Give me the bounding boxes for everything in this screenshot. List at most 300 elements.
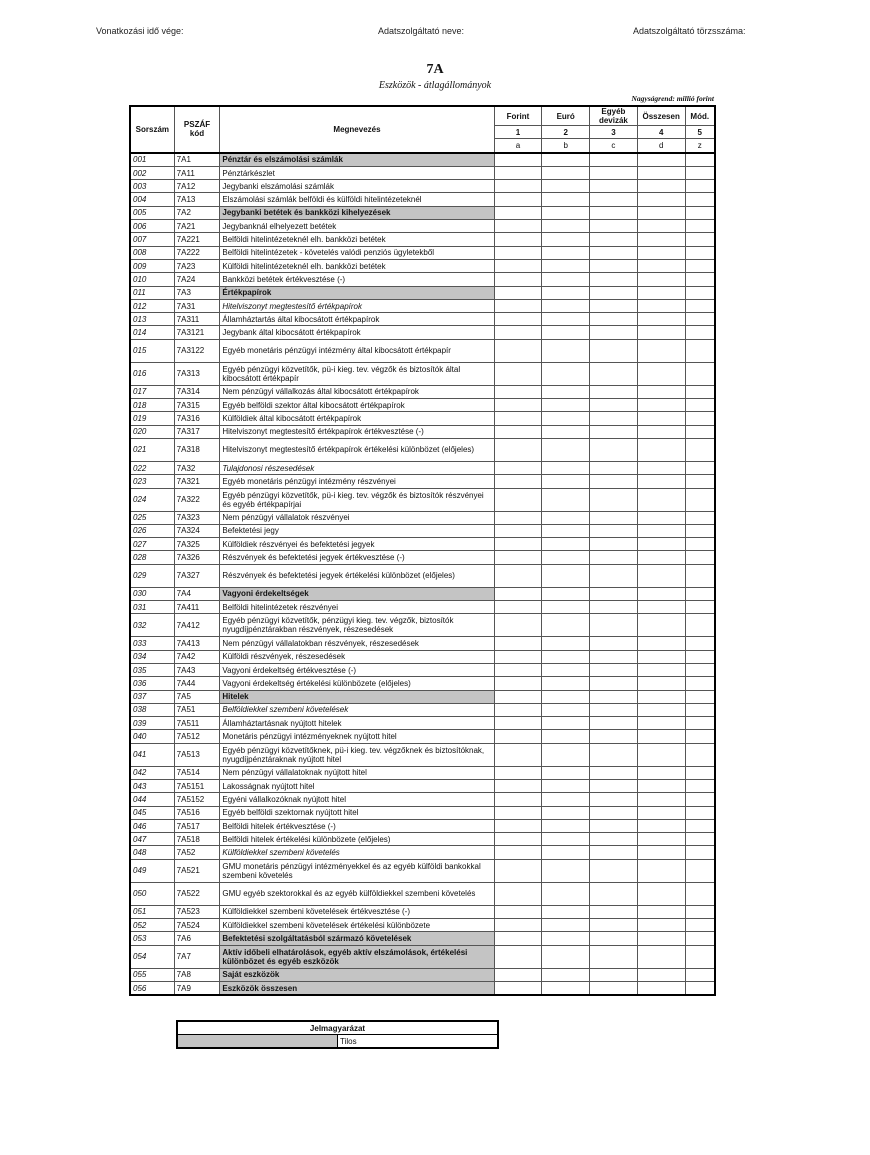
value-cell-mod[interactable] xyxy=(685,399,715,412)
value-cell-other[interactable] xyxy=(590,859,638,882)
value-cell-total[interactable] xyxy=(637,601,685,614)
value-cell-forint[interactable] xyxy=(494,690,542,703)
value-cell-mod[interactable] xyxy=(685,425,715,438)
value-cell-forint[interactable] xyxy=(494,663,542,676)
value-cell-euro[interactable] xyxy=(542,919,590,932)
value-cell-forint[interactable] xyxy=(494,637,542,650)
pszaf-code: 7A325 xyxy=(174,538,220,551)
value-cell-total[interactable] xyxy=(637,637,685,650)
value-cell-other[interactable] xyxy=(590,259,638,272)
value-cell-other[interactable] xyxy=(590,511,638,524)
value-cell-other[interactable] xyxy=(590,614,638,637)
value-cell-euro[interactable] xyxy=(542,193,590,206)
value-cell-forint[interactable] xyxy=(494,385,542,398)
value-cell-total[interactable] xyxy=(637,806,685,819)
value-cell-mod[interactable] xyxy=(685,524,715,537)
value-cell-other[interactable] xyxy=(590,587,638,600)
value-cell-euro[interactable] xyxy=(542,663,590,676)
value-cell-mod[interactable] xyxy=(685,511,715,524)
value-cell-mod[interactable] xyxy=(685,259,715,272)
value-cell-other[interactable] xyxy=(590,564,638,587)
value-cell-euro[interactable] xyxy=(542,587,590,600)
value-cell-total[interactable] xyxy=(637,246,685,259)
value-cell-total[interactable] xyxy=(637,882,685,905)
value-cell-forint[interactable] xyxy=(494,180,542,193)
value-cell-forint[interactable] xyxy=(494,859,542,882)
value-cell-mod[interactable] xyxy=(685,779,715,792)
value-cell-other[interactable] xyxy=(590,833,638,846)
value-cell-euro[interactable] xyxy=(542,614,590,637)
value-cell-mod[interactable] xyxy=(685,551,715,564)
value-cell-forint[interactable] xyxy=(494,511,542,524)
value-cell-forint[interactable] xyxy=(494,220,542,233)
value-cell-mod[interactable] xyxy=(685,793,715,806)
value-cell-other[interactable] xyxy=(590,932,638,945)
value-cell-euro[interactable] xyxy=(542,882,590,905)
value-cell-forint[interactable] xyxy=(494,488,542,511)
value-cell-other[interactable] xyxy=(590,180,638,193)
value-cell-euro[interactable] xyxy=(542,538,590,551)
value-cell-mod[interactable] xyxy=(685,412,715,425)
value-cell-other[interactable] xyxy=(590,193,638,206)
value-cell-euro[interactable] xyxy=(542,385,590,398)
value-cell-other[interactable] xyxy=(590,846,638,859)
value-cell-forint[interactable] xyxy=(494,461,542,474)
value-cell-euro[interactable] xyxy=(542,153,590,167)
row-label: Eszközök összesen xyxy=(220,981,494,995)
value-cell-total[interactable] xyxy=(637,362,685,385)
value-cell-other[interactable] xyxy=(590,313,638,326)
value-cell-mod[interactable] xyxy=(685,846,715,859)
value-cell-mod[interactable] xyxy=(685,703,715,716)
value-cell-forint[interactable] xyxy=(494,587,542,600)
value-cell-euro[interactable] xyxy=(542,259,590,272)
value-cell-euro[interactable] xyxy=(542,511,590,524)
value-cell-forint[interactable] xyxy=(494,882,542,905)
value-cell-forint[interactable] xyxy=(494,412,542,425)
value-cell-other[interactable] xyxy=(590,766,638,779)
row-label: Jegybank által kibocsátott értékpapírok xyxy=(220,326,494,339)
value-cell-other[interactable] xyxy=(590,806,638,819)
value-cell-mod[interactable] xyxy=(685,488,715,511)
value-cell-total[interactable] xyxy=(637,326,685,339)
value-cell-total[interactable] xyxy=(637,259,685,272)
value-cell-other[interactable] xyxy=(590,286,638,299)
value-cell-total[interactable] xyxy=(637,968,685,981)
value-cell-mod[interactable] xyxy=(685,220,715,233)
value-cell-mod[interactable] xyxy=(685,905,715,918)
value-cell-mod[interactable] xyxy=(685,650,715,663)
value-cell-euro[interactable] xyxy=(542,180,590,193)
pszaf-code: 7A323 xyxy=(174,511,220,524)
value-cell-other[interactable] xyxy=(590,399,638,412)
value-cell-total[interactable] xyxy=(637,730,685,743)
value-cell-euro[interactable] xyxy=(542,313,590,326)
value-cell-euro[interactable] xyxy=(542,793,590,806)
value-cell-forint[interactable] xyxy=(494,475,542,488)
value-cell-forint[interactable] xyxy=(494,677,542,690)
value-cell-total[interactable] xyxy=(637,663,685,676)
value-cell-other[interactable] xyxy=(590,650,638,663)
value-cell-total[interactable] xyxy=(637,193,685,206)
value-cell-euro[interactable] xyxy=(542,220,590,233)
value-cell-other[interactable] xyxy=(590,438,638,461)
value-cell-total[interactable] xyxy=(637,425,685,438)
value-cell-forint[interactable] xyxy=(494,793,542,806)
value-cell-other[interactable] xyxy=(590,945,638,968)
value-cell-mod[interactable] xyxy=(685,180,715,193)
pszaf-code: 7A32 xyxy=(174,461,220,474)
value-cell-euro[interactable] xyxy=(542,833,590,846)
value-cell-total[interactable] xyxy=(637,650,685,663)
value-cell-total[interactable] xyxy=(637,299,685,312)
value-cell-mod[interactable] xyxy=(685,859,715,882)
value-cell-total[interactable] xyxy=(637,677,685,690)
value-cell-forint[interactable] xyxy=(494,614,542,637)
value-cell-forint[interactable] xyxy=(494,601,542,614)
value-cell-other[interactable] xyxy=(590,743,638,766)
value-cell-mod[interactable] xyxy=(685,246,715,259)
value-cell-other[interactable] xyxy=(590,637,638,650)
value-cell-mod[interactable] xyxy=(685,564,715,587)
value-cell-euro[interactable] xyxy=(542,233,590,246)
value-cell-forint[interactable] xyxy=(494,438,542,461)
value-cell-mod[interactable] xyxy=(685,932,715,945)
value-cell-other[interactable] xyxy=(590,153,638,167)
value-cell-forint[interactable] xyxy=(494,981,542,995)
value-cell-forint[interactable] xyxy=(494,650,542,663)
value-cell-forint[interactable] xyxy=(494,246,542,259)
value-cell-mod[interactable] xyxy=(685,766,715,779)
value-cell-forint[interactable] xyxy=(494,299,542,312)
value-cell-other[interactable] xyxy=(590,730,638,743)
value-cell-euro[interactable] xyxy=(542,703,590,716)
value-cell-forint[interactable] xyxy=(494,968,542,981)
value-cell-other[interactable] xyxy=(590,601,638,614)
value-cell-total[interactable] xyxy=(637,166,685,179)
value-cell-forint[interactable] xyxy=(494,206,542,219)
value-cell-mod[interactable] xyxy=(685,919,715,932)
value-cell-mod[interactable] xyxy=(685,299,715,312)
value-cell-forint[interactable] xyxy=(494,193,542,206)
value-cell-other[interactable] xyxy=(590,246,638,259)
value-cell-euro[interactable] xyxy=(542,806,590,819)
value-cell-total[interactable] xyxy=(637,412,685,425)
value-cell-forint[interactable] xyxy=(494,743,542,766)
value-cell-other[interactable] xyxy=(590,819,638,832)
value-cell-total[interactable] xyxy=(637,614,685,637)
value-cell-euro[interactable] xyxy=(542,637,590,650)
value-cell-euro[interactable] xyxy=(542,779,590,792)
value-cell-total[interactable] xyxy=(637,233,685,246)
value-cell-euro[interactable] xyxy=(542,730,590,743)
value-cell-total[interactable] xyxy=(637,793,685,806)
value-cell-total[interactable] xyxy=(637,339,685,362)
table-row xyxy=(130,806,715,819)
value-cell-euro[interactable] xyxy=(542,166,590,179)
value-cell-forint[interactable] xyxy=(494,326,542,339)
value-cell-total[interactable] xyxy=(637,932,685,945)
value-cell-other[interactable] xyxy=(590,981,638,995)
value-cell-total[interactable] xyxy=(637,524,685,537)
row-label: Külföldiek által kibocsátott értékpapírok xyxy=(220,412,494,425)
value-cell-mod[interactable] xyxy=(685,981,715,995)
col-letter: b xyxy=(542,139,590,153)
value-cell-mod[interactable] xyxy=(685,538,715,551)
value-cell-forint[interactable] xyxy=(494,538,542,551)
value-cell-forint[interactable] xyxy=(494,286,542,299)
pszaf-code: 7A322 xyxy=(174,488,220,511)
value-cell-forint[interactable] xyxy=(494,846,542,859)
value-cell-total[interactable] xyxy=(637,461,685,474)
value-cell-other[interactable] xyxy=(590,461,638,474)
value-cell-forint[interactable] xyxy=(494,945,542,968)
value-cell-forint[interactable] xyxy=(494,717,542,730)
value-cell-euro[interactable] xyxy=(542,286,590,299)
value-cell-mod[interactable] xyxy=(685,385,715,398)
value-cell-euro[interactable] xyxy=(542,743,590,766)
value-cell-total[interactable] xyxy=(637,981,685,995)
value-cell-mod[interactable] xyxy=(685,743,715,766)
value-cell-mod[interactable] xyxy=(685,690,715,703)
value-cell-forint[interactable] xyxy=(494,819,542,832)
provider-id-label: Adatszolgáltató törzsszáma: xyxy=(633,26,746,36)
value-cell-euro[interactable] xyxy=(542,551,590,564)
value-cell-euro[interactable] xyxy=(542,206,590,219)
value-cell-other[interactable] xyxy=(590,524,638,537)
value-cell-mod[interactable] xyxy=(685,730,715,743)
value-cell-total[interactable] xyxy=(637,743,685,766)
value-cell-total[interactable] xyxy=(637,551,685,564)
value-cell-total[interactable] xyxy=(637,833,685,846)
col-letter: a xyxy=(494,139,542,153)
value-cell-mod[interactable] xyxy=(685,614,715,637)
value-cell-mod[interactable] xyxy=(685,806,715,819)
value-cell-other[interactable] xyxy=(590,677,638,690)
value-cell-euro[interactable] xyxy=(542,362,590,385)
value-cell-other[interactable] xyxy=(590,385,638,398)
value-cell-forint[interactable] xyxy=(494,313,542,326)
value-cell-total[interactable] xyxy=(637,220,685,233)
value-cell-mod[interactable] xyxy=(685,438,715,461)
value-cell-total[interactable] xyxy=(637,919,685,932)
value-cell-total[interactable] xyxy=(637,385,685,398)
value-cell-total[interactable] xyxy=(637,819,685,832)
value-cell-mod[interactable] xyxy=(685,677,715,690)
value-cell-euro[interactable] xyxy=(542,524,590,537)
value-cell-mod[interactable] xyxy=(685,587,715,600)
value-cell-forint[interactable] xyxy=(494,399,542,412)
value-cell-mod[interactable] xyxy=(685,461,715,474)
value-cell-other[interactable] xyxy=(590,663,638,676)
value-cell-total[interactable] xyxy=(637,564,685,587)
value-cell-forint[interactable] xyxy=(494,833,542,846)
value-cell-euro[interactable] xyxy=(542,819,590,832)
table-row xyxy=(130,524,715,537)
value-cell-euro[interactable] xyxy=(542,766,590,779)
value-cell-total[interactable] xyxy=(637,286,685,299)
value-cell-total[interactable] xyxy=(637,511,685,524)
value-cell-euro[interactable] xyxy=(542,905,590,918)
value-cell-other[interactable] xyxy=(590,326,638,339)
value-cell-total[interactable] xyxy=(637,703,685,716)
value-cell-other[interactable] xyxy=(590,166,638,179)
value-cell-forint[interactable] xyxy=(494,362,542,385)
row-label: Tulajdonosi részesedések xyxy=(220,461,494,474)
value-cell-forint[interactable] xyxy=(494,564,542,587)
value-cell-euro[interactable] xyxy=(542,650,590,663)
value-cell-mod[interactable] xyxy=(685,153,715,167)
value-cell-euro[interactable] xyxy=(542,461,590,474)
value-cell-other[interactable] xyxy=(590,551,638,564)
value-cell-forint[interactable] xyxy=(494,919,542,932)
value-cell-mod[interactable] xyxy=(685,166,715,179)
value-cell-forint[interactable] xyxy=(494,233,542,246)
value-cell-mod[interactable] xyxy=(685,313,715,326)
value-cell-total[interactable] xyxy=(637,180,685,193)
value-cell-total[interactable] xyxy=(637,905,685,918)
row-label: Részvények és befektetési jegyek értékelési különbözet (előjeles) xyxy=(220,564,494,587)
value-cell-euro[interactable] xyxy=(542,488,590,511)
value-cell-mod[interactable] xyxy=(685,819,715,832)
value-cell-forint[interactable] xyxy=(494,166,542,179)
value-cell-forint[interactable] xyxy=(494,730,542,743)
value-cell-forint[interactable] xyxy=(494,339,542,362)
form-code: 7A xyxy=(426,62,444,77)
table-row xyxy=(130,730,715,743)
value-cell-euro[interactable] xyxy=(542,438,590,461)
value-cell-euro[interactable] xyxy=(542,981,590,995)
value-cell-euro[interactable] xyxy=(542,425,590,438)
value-cell-total[interactable] xyxy=(637,766,685,779)
value-cell-total[interactable] xyxy=(637,475,685,488)
value-cell-forint[interactable] xyxy=(494,273,542,286)
value-cell-other[interactable] xyxy=(590,968,638,981)
value-cell-mod[interactable] xyxy=(685,233,715,246)
value-cell-total[interactable] xyxy=(637,859,685,882)
value-cell-other[interactable] xyxy=(590,882,638,905)
value-cell-total[interactable] xyxy=(637,273,685,286)
value-cell-mod[interactable] xyxy=(685,339,715,362)
value-cell-euro[interactable] xyxy=(542,945,590,968)
value-cell-other[interactable] xyxy=(590,919,638,932)
value-cell-total[interactable] xyxy=(637,846,685,859)
value-cell-forint[interactable] xyxy=(494,905,542,918)
value-cell-other[interactable] xyxy=(590,339,638,362)
value-cell-euro[interactable] xyxy=(542,859,590,882)
value-cell-forint[interactable] xyxy=(494,766,542,779)
value-cell-other[interactable] xyxy=(590,220,638,233)
value-cell-euro[interactable] xyxy=(542,601,590,614)
value-cell-mod[interactable] xyxy=(685,362,715,385)
value-cell-mod[interactable] xyxy=(685,206,715,219)
value-cell-other[interactable] xyxy=(590,273,638,286)
value-cell-other[interactable] xyxy=(590,488,638,511)
value-cell-mod[interactable] xyxy=(685,882,715,905)
value-cell-euro[interactable] xyxy=(542,677,590,690)
value-cell-mod[interactable] xyxy=(685,833,715,846)
value-cell-mod[interactable] xyxy=(685,273,715,286)
value-cell-euro[interactable] xyxy=(542,968,590,981)
value-cell-other[interactable] xyxy=(590,717,638,730)
value-cell-total[interactable] xyxy=(637,488,685,511)
value-cell-other[interactable] xyxy=(590,362,638,385)
value-cell-other[interactable] xyxy=(590,299,638,312)
value-cell-mod[interactable] xyxy=(685,717,715,730)
row-number: 013 xyxy=(130,313,174,326)
value-cell-total[interactable] xyxy=(637,438,685,461)
row-number: 023 xyxy=(130,475,174,488)
value-cell-total[interactable] xyxy=(637,945,685,968)
pszaf-code: 7A31 xyxy=(174,299,220,312)
value-cell-other[interactable] xyxy=(590,475,638,488)
value-cell-other[interactable] xyxy=(590,412,638,425)
value-cell-forint[interactable] xyxy=(494,551,542,564)
value-cell-euro[interactable] xyxy=(542,932,590,945)
value-cell-other[interactable] xyxy=(590,425,638,438)
value-cell-euro[interactable] xyxy=(542,299,590,312)
value-cell-other[interactable] xyxy=(590,905,638,918)
value-cell-total[interactable] xyxy=(637,690,685,703)
value-cell-euro[interactable] xyxy=(542,246,590,259)
value-cell-other[interactable] xyxy=(590,690,638,703)
value-cell-forint[interactable] xyxy=(494,153,542,167)
value-cell-mod[interactable] xyxy=(685,601,715,614)
value-cell-mod[interactable] xyxy=(685,663,715,676)
value-cell-forint[interactable] xyxy=(494,806,542,819)
value-cell-mod[interactable] xyxy=(685,475,715,488)
value-cell-total[interactable] xyxy=(637,399,685,412)
value-cell-forint[interactable] xyxy=(494,932,542,945)
value-cell-euro[interactable] xyxy=(542,475,590,488)
value-cell-euro[interactable] xyxy=(542,339,590,362)
value-cell-euro[interactable] xyxy=(542,846,590,859)
value-cell-total[interactable] xyxy=(637,153,685,167)
value-cell-mod[interactable] xyxy=(685,326,715,339)
value-cell-total[interactable] xyxy=(637,206,685,219)
value-cell-total[interactable] xyxy=(637,313,685,326)
value-cell-forint[interactable] xyxy=(494,259,542,272)
value-cell-euro[interactable] xyxy=(542,717,590,730)
value-cell-other[interactable] xyxy=(590,779,638,792)
value-cell-euro[interactable] xyxy=(542,690,590,703)
value-cell-total[interactable] xyxy=(637,779,685,792)
value-cell-other[interactable] xyxy=(590,233,638,246)
value-cell-forint[interactable] xyxy=(494,703,542,716)
value-cell-euro[interactable] xyxy=(542,412,590,425)
value-cell-mod[interactable] xyxy=(685,637,715,650)
value-cell-other[interactable] xyxy=(590,703,638,716)
value-cell-total[interactable] xyxy=(637,587,685,600)
value-cell-mod[interactable] xyxy=(685,945,715,968)
value-cell-forint[interactable] xyxy=(494,779,542,792)
value-cell-other[interactable] xyxy=(590,206,638,219)
value-cell-other[interactable] xyxy=(590,538,638,551)
col-header-row-no: Sorszám xyxy=(130,106,174,153)
value-cell-total[interactable] xyxy=(637,538,685,551)
value-cell-euro[interactable] xyxy=(542,564,590,587)
value-cell-forint[interactable] xyxy=(494,524,542,537)
value-cell-mod[interactable] xyxy=(685,193,715,206)
value-cell-mod[interactable] xyxy=(685,286,715,299)
value-cell-euro[interactable] xyxy=(542,399,590,412)
value-cell-euro[interactable] xyxy=(542,326,590,339)
value-cell-euro[interactable] xyxy=(542,273,590,286)
value-cell-forint[interactable] xyxy=(494,425,542,438)
value-cell-mod[interactable] xyxy=(685,968,715,981)
value-cell-total[interactable] xyxy=(637,717,685,730)
value-cell-other[interactable] xyxy=(590,793,638,806)
